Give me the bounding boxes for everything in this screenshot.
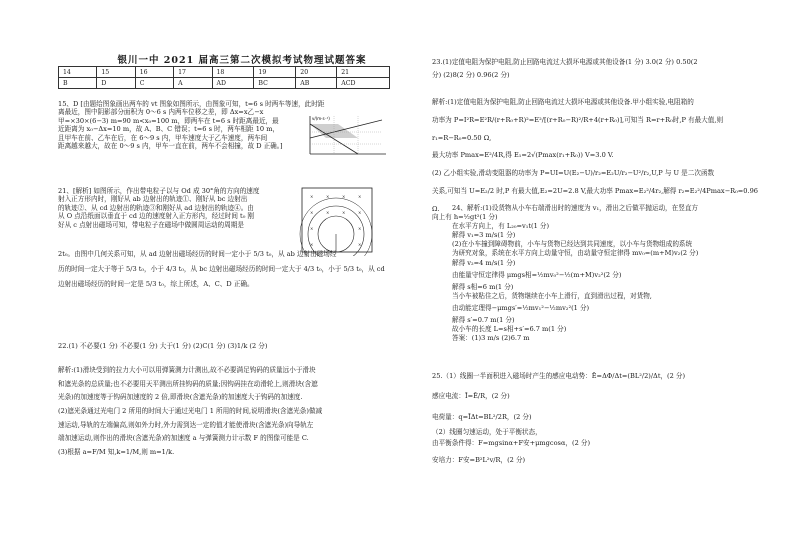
table-cell: 20 [296, 67, 337, 78]
text-line: 22.(1) 不必要(1 分) 不必要(1 分) 大于(1 分) (2)C(1 分) (3)1/k (2 分) [58, 342, 268, 350]
table-cell: AD [212, 78, 254, 89]
table-cell: 15 [97, 67, 135, 78]
svg-text:×: × [342, 210, 346, 215]
text-line: 好从 c 点射出磁场可知，带电粒子在磁场中做圆周运动的周期是 [58, 220, 244, 229]
svg-text:×: × [310, 242, 314, 247]
text-line: (3)根据 a=F/M 知,k=1/M,则 m=1/k. [58, 447, 175, 456]
text-line: 距离越来越大，故在 0～9 s 内，甲车一直在前，两车不会相撞，故 D 正确。] [58, 142, 283, 151]
text-line: (2) 乙小组实验,滑动变阻器的功率为 P=UI=U(E₂−U)/r₂=E₂U/r₂−U²/r₂,U,P 与 U 是二次函数 [432, 169, 715, 178]
table-cell: 14 [59, 67, 97, 78]
table-cell: C [135, 78, 173, 89]
q21-answer-cont [58, 247, 390, 292]
text-line: 为研究对象，系统在水平方向上动量守恒，由动量守恒定律得 mv₀=(m+M)v₂(2 分) [452, 249, 699, 258]
table-cell: 17 [174, 67, 212, 78]
text-line: 2t₀。由图中几何关系可知，从 ad 边射出磁场经历的时间一定小于 5/3 t₀，从 ab 边射出磁场经 [58, 250, 337, 258]
text-line: (2)遮光条通过光电门 2 所用的时间大于通过光电门 1 所用的时间,说明滑块(含遮光条)做减 [58, 406, 323, 415]
q24-answer [432, 204, 762, 343]
svg-text:×: × [358, 210, 362, 215]
svg-text:×: × [358, 226, 362, 231]
text-line: 且甲车在前、乙车在后，在 6～9 s 内，甲车速度大于乙车速度，两车间 [58, 133, 268, 142]
magnetic-field-figure [296, 184, 378, 256]
text-line: 答案：(1)3 m/s (2)6.7 m [452, 334, 530, 343]
table-cell: D [97, 78, 135, 89]
answer-table-numbers-row [59, 67, 390, 78]
text-line: 解得 s相=6 m(1 分) [452, 282, 514, 291]
text-line: 向上有 h=½gt²(1 分) [432, 213, 498, 222]
table-cell: 18 [212, 67, 254, 78]
svg-text:×: × [310, 226, 314, 231]
text-line: 历的时间一定大于等于 5/3 t₀，小于 4/3 t₀，从 bc 边射出磁场经历的时间一定大于 4/3 t₀，小于 5/3 t₀，从 cd [58, 265, 385, 274]
text-line: 速运动,导轨的左端偏高,则如外力时,外力需到达一定的值才能使滑块(含遮光条)向导轨左 [58, 420, 314, 429]
text-line: （2）线圈匀速运动，处于平衡状态， [432, 428, 542, 437]
page-title: 银川一中 2021 届高三第二次模拟考试物理试题答案 [117, 55, 367, 66]
answer-table [58, 66, 390, 89]
text-line: 解析:(1)滑块受到的拉力大小可以用弹簧测力计测出,故不必要满足钩码的质量远小于滑块 [58, 366, 316, 375]
text-line: 23.(1)定值电阻为保护电阻,防止回路电流过大损坏电源或其他设备(1 分) 3.0(2 分) 0.50(2 [432, 58, 698, 66]
text-line: 解得 v₁=3 m/s(1 分) [452, 231, 516, 240]
q23-explanation [432, 94, 762, 219]
text-line: 故小车的长度 L=s相+s′=6.7 m(1 分) [452, 325, 567, 334]
svg-text:×: × [326, 210, 330, 215]
text-line: 由平衡条件得：F=mgsinα+F安+μmgcosα，(2 分) [432, 438, 591, 447]
text-line: 当小车被粘住之后，货物继续在小车上滑行，直到滑出过程，对货物, [452, 291, 652, 300]
text-line: 安培力：F安=B²L²v/R，(2 分) [432, 455, 526, 464]
text-line: 分) (2)8(2 分) 0.96(2 分) [432, 70, 510, 79]
svg-text:×: × [342, 194, 346, 199]
q23-answer [432, 56, 762, 81]
text-line: 射入正方形内时，刚好从 ab 边射出的轨迹①、刚好从 bc 边射出 [58, 195, 248, 204]
text-line: 15、D [由题给图象画出两车的 vt 图象如图所示，由图象可知，t=6 s 时两车等速，此时距 [58, 100, 325, 108]
table-cell: A [174, 78, 212, 89]
answer-table-answers-row [59, 78, 390, 89]
text-line: 边射出磁场经历的时间一定是 5/3 t₀，综上所述，A、C、D 正确。 [58, 280, 254, 289]
text-line: 由能量守恒定律得 μmgs相=½mv₀²−½(m+M)v₂²(2 分) [452, 270, 622, 279]
text-line: 解得 v₂=4 m/s(1 分) [452, 258, 516, 267]
q25-answer [432, 366, 762, 470]
svg-text:×: × [310, 194, 314, 199]
text-line: 功率为 P=I²R=E²R/(r+R₀+R)²=E²/[(r+R₀−R)²/R+4(r+R₀)],可知当 R=r+R₀时,P 有最大值,则 r₁=R−R₀=0.50 Ω, [432, 115, 724, 142]
table-cell: 19 [254, 67, 296, 78]
table-cell: AB [296, 78, 337, 89]
text-line: 和遮光条的总质量;也不必要用天平测出所挂钩码的质量;因钩码挂在动滑轮上,则滑块(含遮 [58, 379, 318, 388]
table-cell: 21 [337, 67, 390, 78]
text-line: 关系,可知当 U=E₂/2 时,P 有最大值,E₂=2U=2.8 V,最大功率 Pmax=E₂²/4r₂,解得 r₂=E₂²/4Pmax−R₀=0.96 Ω. [432, 186, 758, 213]
text-line: 光条)的加速度等于钩码加速度的 2 倍,即滑块(含遮光条)的加速度大于钩码的加速度. [58, 393, 303, 402]
text-line: 最大功率 Pmax=E²/4R,得 E₁=2√(Pmax(r₁+R₀)) V=3.0 V. [432, 151, 614, 160]
table-cell: B [59, 78, 97, 89]
text-line: 解得 s′=0.7 m(1 分) [452, 316, 515, 325]
text-line: 25.（1）线圈一半面积进入磁场时产生的感应电动势：Ē=ΔΦ/Δt=(BL²/2)/Δt，(2 分) [432, 372, 686, 380]
text-line: 从 O 点沿纸面以垂直于 cd 边的速度射入正方形内，经过时间 t₀ 刚 [58, 212, 255, 221]
text-line: 离最近，图中阴影部分面积为 0～6 s 内两车位移之差，即 Δx=x乙−x [58, 108, 264, 117]
table-cell: ACD [337, 78, 390, 89]
text-line: 解析:(1)定值电阻为保护电阻,防止回路电流过大损坏电源或其他设备.甲小组实验,电阻箱的 [432, 98, 694, 106]
table-cell: 16 [135, 67, 173, 78]
svg-text:×: × [326, 194, 330, 199]
text-line: 24、解析:(1)设货物从小车右端滑出时的速度为 v₁，滑出之后做平抛运动，在竖直方 [452, 204, 699, 212]
text-line: 21、[解析] 如图所示，作出带电粒子以与 Od 成 30°角的方向的速度 [58, 187, 260, 195]
vt-graph [302, 114, 388, 158]
text-line: 在水平方向上，有 L₂₀=v₁t(1 分) [452, 222, 550, 231]
svg-text:×: × [310, 210, 314, 215]
text-line: 的轨迹②、从 cd 边射出的轨迹③和刚好从 ad 边射出的轨迹④。由 [58, 203, 254, 212]
q21-answer [58, 187, 296, 229]
text-line: 由动能定理得−μmgs′=½mv₁²−½mv₂²(1 分) [452, 303, 590, 312]
text-line: 端加速运动,则作出的滑块(含遮光条)的加速度 a 与弹簧测力计示数 F 的图像可能是 C. [58, 434, 309, 443]
q22-answer [58, 342, 390, 459]
text-line: 甲=×30×(6−3) m=90 m<x₀=100 m，即两车在 t=6 s 时距离最近，最 [58, 116, 279, 125]
table-cell: BC [254, 78, 296, 89]
text-line: 近距离为 x₀−Δx=10 m，故 A、B、C 错误；t=6 s 时，两车相距 10 m， [58, 125, 280, 134]
text-line: 电荷量：q=ĪΔt=BL²/2R，(2 分) [432, 412, 532, 421]
text-line: (2)在小车撞到障碍物前，小车与货物已经达到共同速度，以小车与货物组成的系统 [452, 240, 693, 249]
vt-axis-label: v/(m·s⁻¹) [312, 116, 330, 121]
field-diagram [296, 184, 378, 256]
svg-text:×: × [358, 242, 362, 247]
text-line: 感应电流：Ī=Ē/R，(2 分) [432, 392, 510, 401]
vt-graph-figure [302, 114, 388, 158]
svg-text:×: × [358, 194, 362, 199]
